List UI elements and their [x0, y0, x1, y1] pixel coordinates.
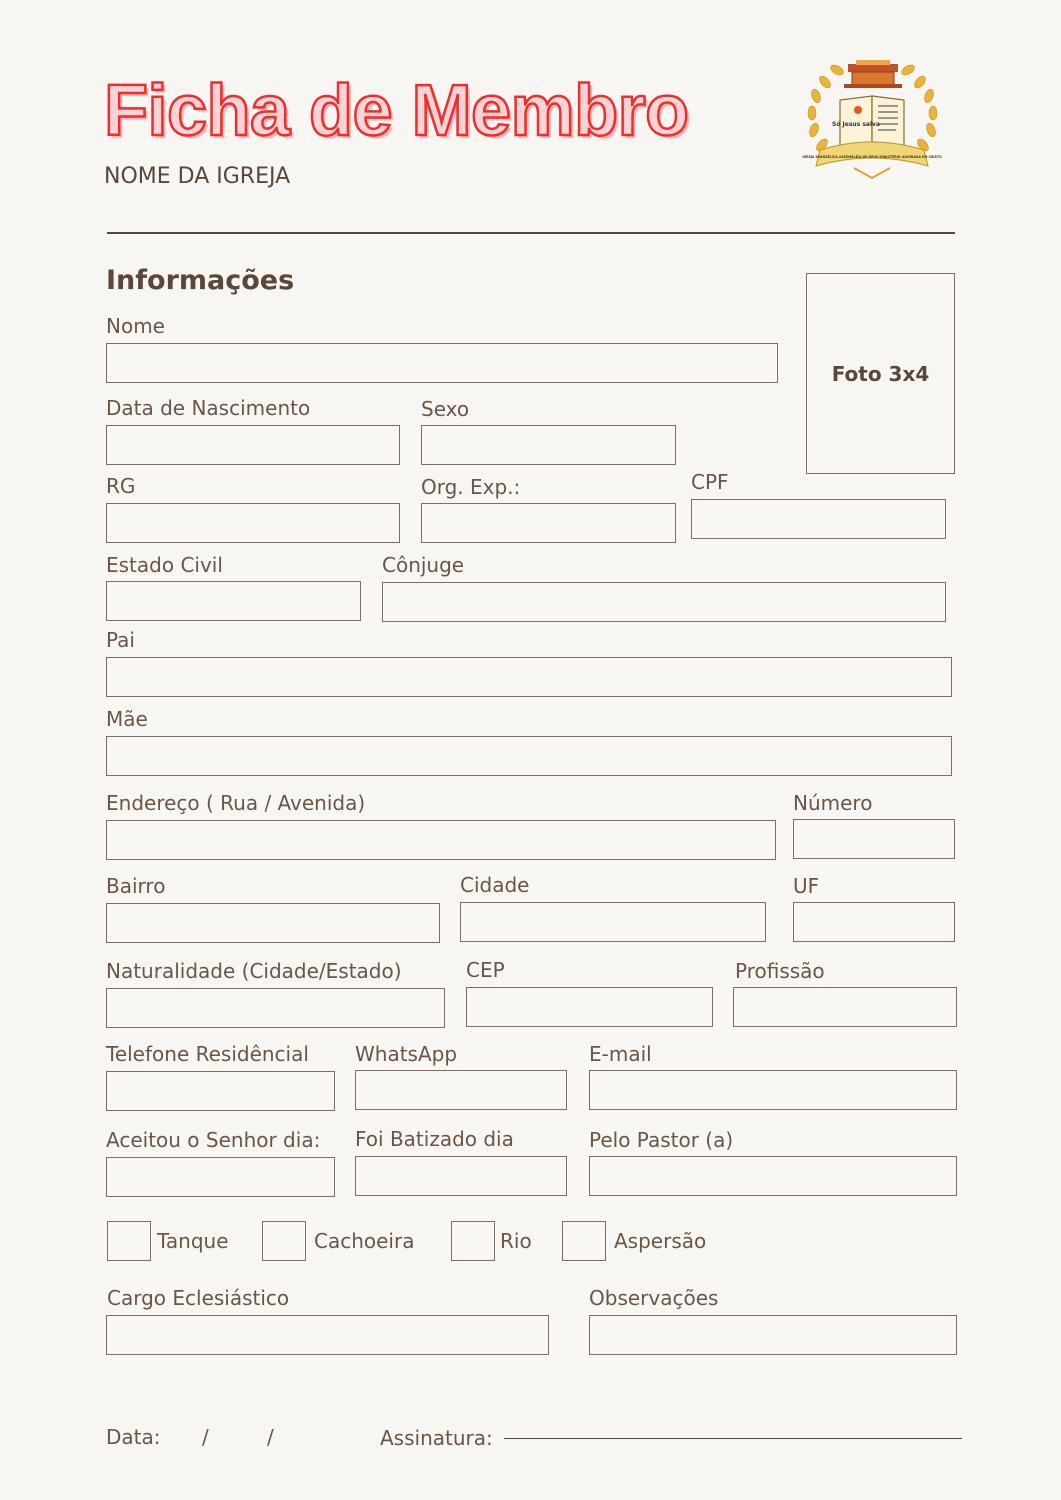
label-cidade: Cidade: [460, 873, 530, 897]
church-name: NOME DA IGREJA: [104, 164, 291, 189]
footer-signature-label: Assinatura:: [380, 1426, 493, 1450]
input-data-nascimento[interactable]: [106, 425, 400, 465]
label-email: E-mail: [589, 1042, 652, 1066]
emblem-banner-text: IGREJA EVANGÉLICA ASSEMBLÉIA DE DEUS MINISTÉRIO ALVORADA EM CRISTO: [802, 155, 942, 159]
label-telefone: Telefone Residêncial: [106, 1042, 309, 1066]
option-label-cachoeira: Cachoeira: [314, 1229, 415, 1253]
input-conjuge[interactable]: [382, 582, 946, 622]
ark-icon: [844, 60, 902, 88]
banner-ribbon: [816, 142, 928, 166]
input-aceitou[interactable]: [106, 1157, 335, 1197]
checkbox-cachoeira[interactable]: [262, 1221, 306, 1261]
label-estado-civil: Estado Civil: [106, 553, 223, 577]
label-cpf: CPF: [691, 470, 729, 494]
label-bairro: Bairro: [106, 874, 166, 898]
checkbox-tanque[interactable]: [107, 1221, 151, 1261]
label-naturalidade: Naturalidade (Cidade/Estado): [106, 959, 402, 983]
date-separator-2: /: [267, 1425, 274, 1449]
form-title: Ficha de Membro: [104, 71, 689, 151]
label-cep: CEP: [466, 958, 505, 982]
label-pastor: Pelo Pastor (a): [589, 1128, 734, 1152]
section-title: Informações: [106, 265, 295, 296]
input-email[interactable]: [589, 1070, 957, 1110]
input-bairro[interactable]: [106, 903, 440, 943]
label-profissao: Profissão: [735, 959, 825, 983]
input-uf[interactable]: [793, 902, 955, 942]
input-cidade[interactable]: [460, 902, 766, 942]
label-endereco: Endereço ( Rua / Avenida): [106, 791, 366, 815]
input-pastor[interactable]: [589, 1156, 957, 1196]
signature-line[interactable]: [504, 1438, 962, 1439]
label-nome: Nome: [106, 314, 165, 338]
label-cargo: Cargo Eclesiástico: [107, 1286, 290, 1310]
footer-date-label: Data:: [106, 1425, 161, 1449]
input-batizado[interactable]: [355, 1156, 567, 1196]
input-pai[interactable]: [106, 657, 952, 697]
input-cep[interactable]: [466, 987, 713, 1027]
input-profissao[interactable]: [733, 987, 957, 1027]
input-numero[interactable]: [793, 819, 955, 859]
input-observacoes[interactable]: [589, 1315, 957, 1355]
input-mae[interactable]: [106, 736, 952, 776]
option-label-aspersao: Aspersão: [614, 1229, 707, 1253]
input-rg[interactable]: [106, 503, 400, 543]
input-cargo[interactable]: [106, 1315, 549, 1355]
input-cpf[interactable]: [691, 499, 946, 539]
label-aceitou: Aceitou o Senhor dia:: [106, 1128, 321, 1152]
label-rg: RG: [106, 474, 136, 498]
label-numero: Número: [793, 791, 873, 815]
input-endereco[interactable]: [106, 820, 776, 860]
label-pai: Pai: [106, 628, 135, 652]
emblem-badge-text: Só Jesus salva: [832, 121, 880, 128]
option-label-tanque: Tanque: [157, 1229, 229, 1253]
label-mae: Mãe: [106, 707, 148, 731]
option-label-rio: Rio: [500, 1229, 532, 1253]
label-whatsapp: WhatsApp: [355, 1042, 458, 1066]
input-org-exp[interactable]: [421, 503, 676, 543]
input-estado-civil[interactable]: [106, 581, 361, 621]
label-org-exp: Org. Exp.:: [421, 475, 521, 499]
date-separator-1: /: [202, 1425, 209, 1449]
label-data-nascimento: Data de Nascimento: [106, 396, 311, 420]
label-sexo: Sexo: [421, 397, 470, 421]
input-telefone[interactable]: [106, 1071, 335, 1111]
checkbox-rio[interactable]: [451, 1221, 495, 1261]
photo-box[interactable]: [806, 273, 955, 474]
church-emblem: [800, 50, 945, 185]
input-naturalidade[interactable]: [106, 988, 445, 1028]
label-conjuge: Cônjuge: [382, 553, 465, 577]
label-batizado: Foi Batizado dia: [355, 1127, 514, 1151]
label-observacoes: Observações: [589, 1286, 719, 1310]
checkbox-aspersao[interactable]: [562, 1221, 606, 1261]
input-whatsapp[interactable]: [355, 1070, 567, 1110]
photo-label: Foto 3x4: [831, 361, 930, 386]
input-nome[interactable]: [106, 343, 778, 383]
input-sexo[interactable]: [421, 425, 676, 465]
label-uf: UF: [793, 874, 820, 898]
header-divider: [107, 232, 955, 234]
